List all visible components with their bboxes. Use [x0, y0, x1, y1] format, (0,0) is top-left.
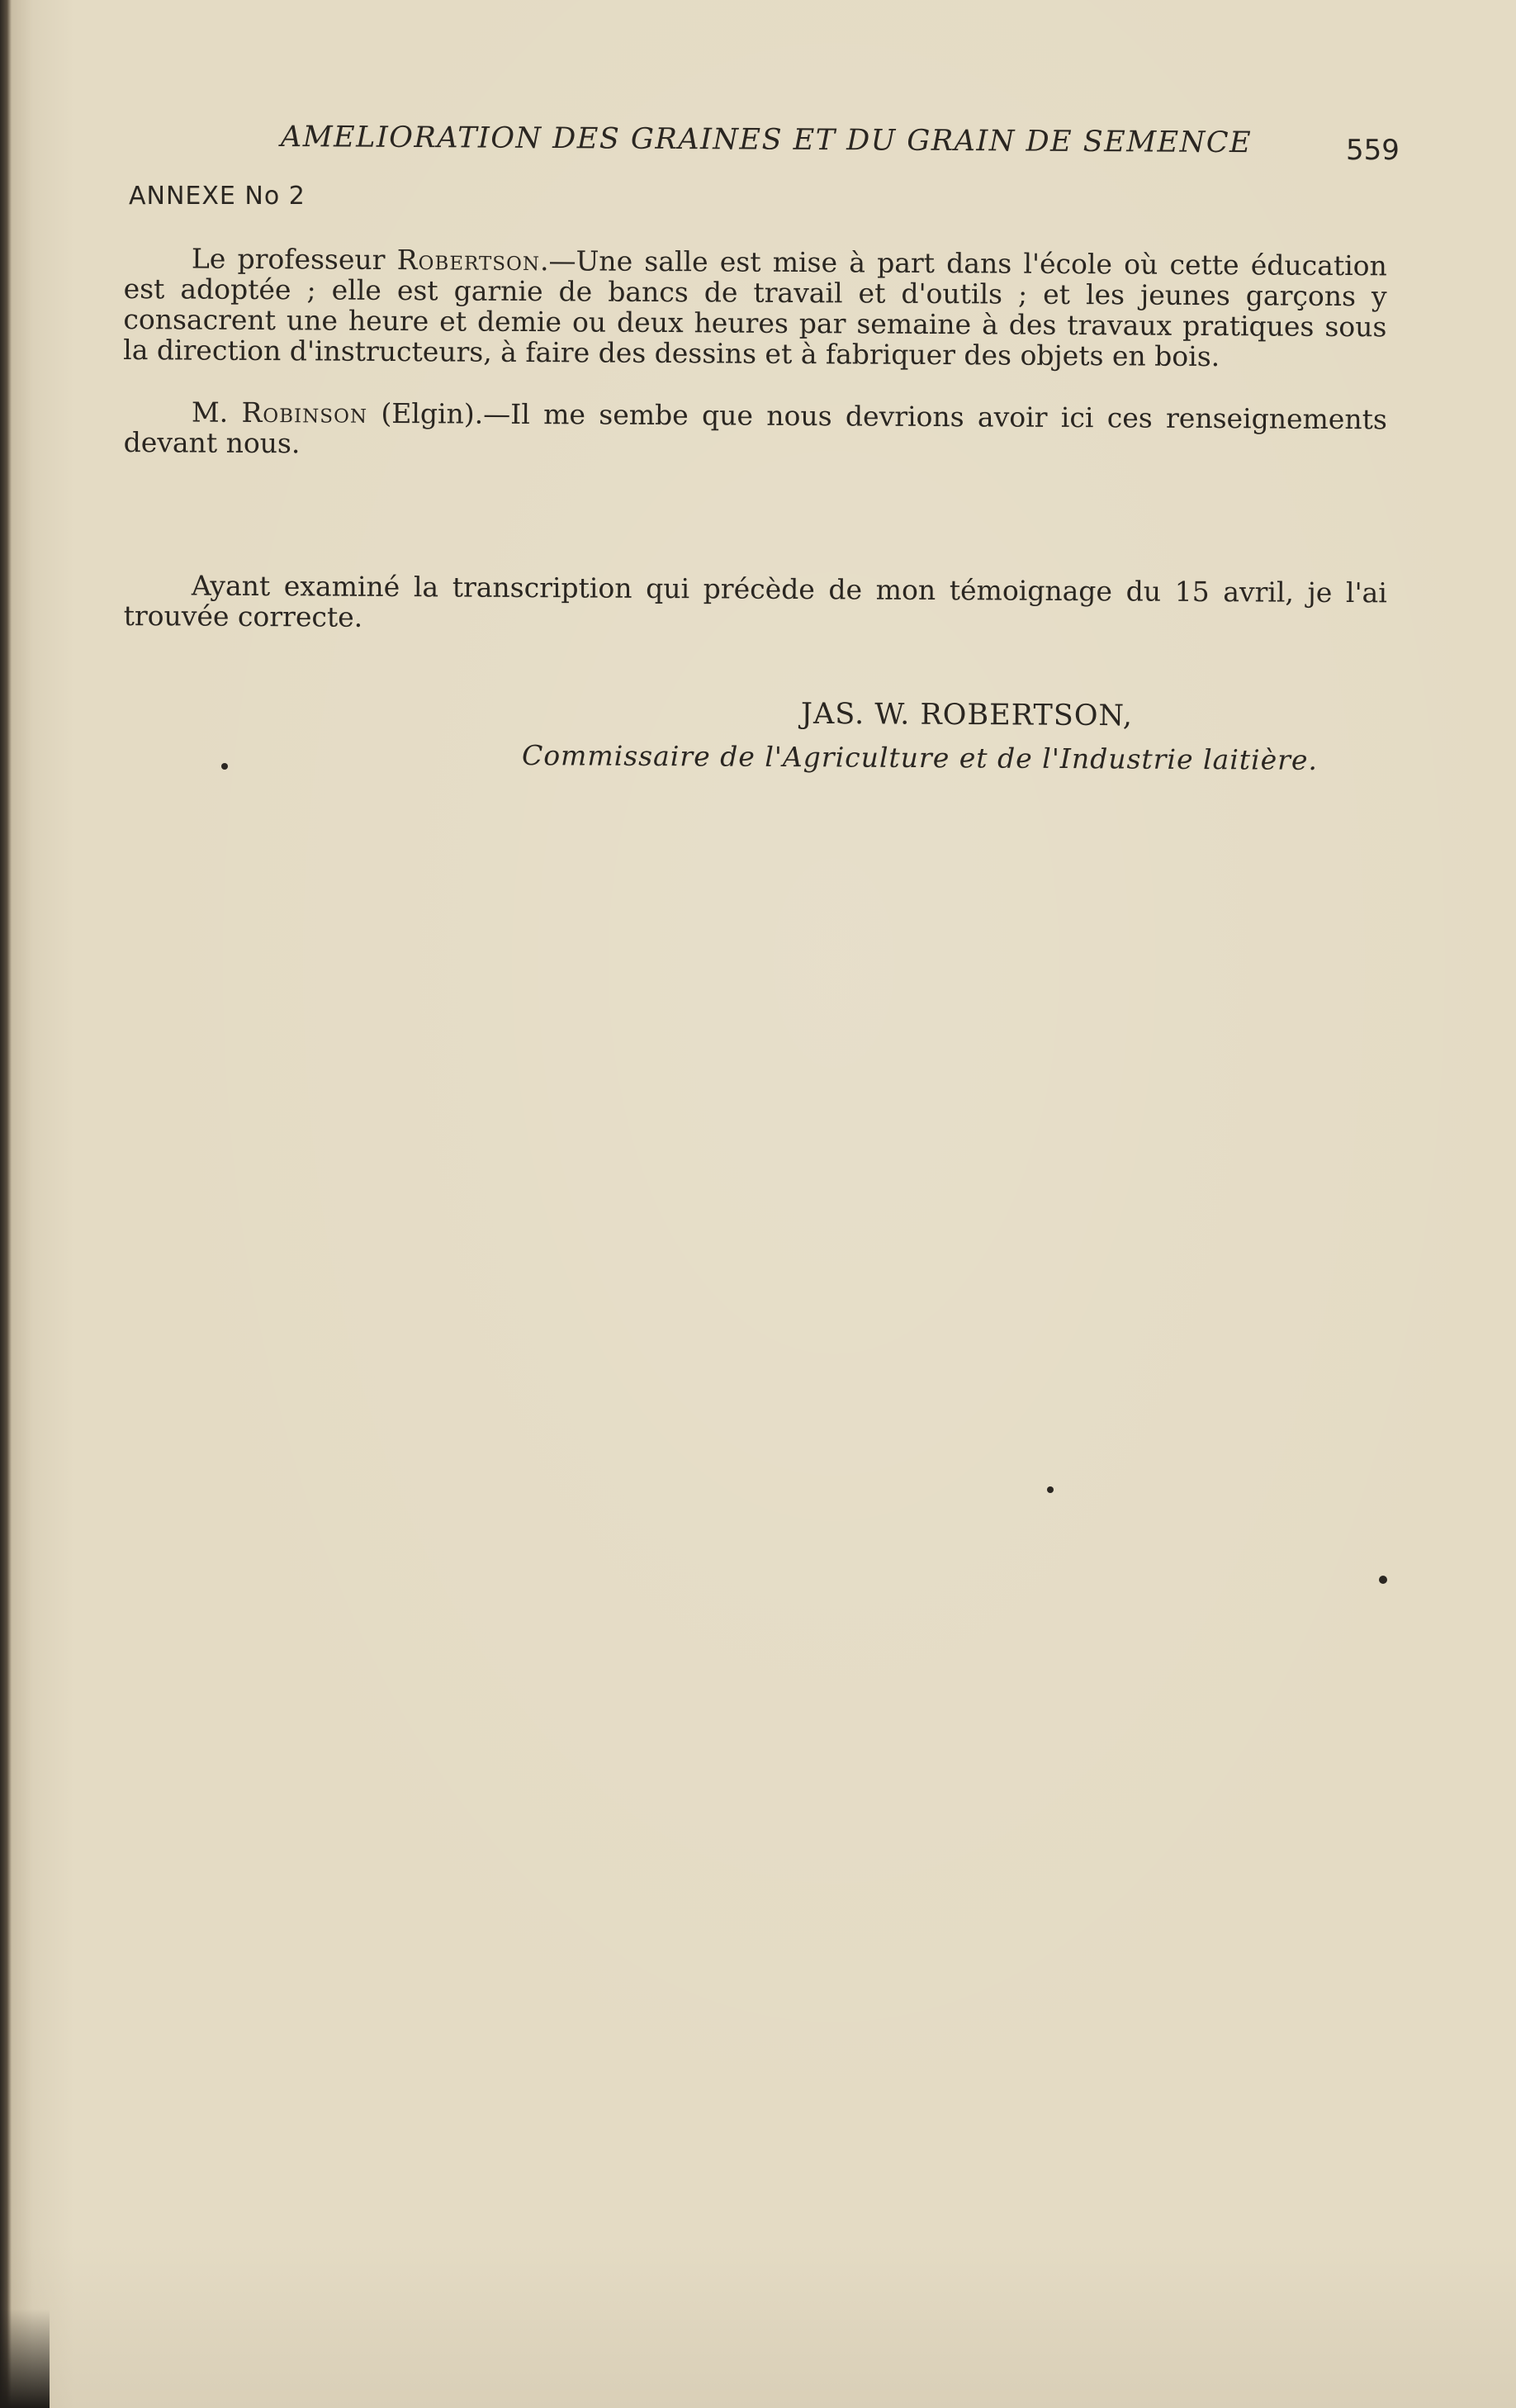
page-corner-shadow	[0, 2309, 50, 2408]
running-head: AMELIORATION DES GRAINES ET DU GRAIN DE SEMENCE	[280, 121, 1253, 160]
paragraph-text	[124, 396, 1387, 465]
speaker-prefix: M.	[191, 396, 242, 429]
signature-title: Commissaire de l'Agriculture et de l'Industrie laitière.	[521, 739, 1319, 776]
ink-speck	[221, 763, 228, 770]
speaker-name: Robertson	[396, 244, 541, 277]
paragraph-robinson	[124, 396, 1387, 465]
ink-speck	[1047, 1486, 1054, 1493]
annex-label: ANNEXE No 2	[129, 182, 306, 211]
paragraph-attestation	[124, 570, 1387, 638]
paragraph-text: Ayant examiné la transcription qui précède de mon témoignage du 15 avril, je l'ai trouvée correcte.	[123, 569, 1387, 633]
speaker-name: Robinson	[241, 396, 368, 429]
page-number: 559	[1346, 134, 1400, 167]
paragraph-body: (Elgin).—Il me sembe que nous devrions avoir ici ces renseignements devant nous.	[123, 396, 1387, 460]
paragraph-robertson	[123, 243, 1387, 372]
paragraph-text	[123, 243, 1387, 372]
page-binding-edge	[0, 0, 12, 2408]
ink-speck	[1379, 1576, 1387, 1584]
paragraph-body: .—Une salle est mise à part dans l'école où cette éducation est adoptée ; elle est garnie de bancs de travail et d'outils ; et les jeunes garçons y consacrent une heure et demie ou deux heures par semaine à des travaux pratiques sous la direction d'instructeurs, à faire des dessins et à fabriquer des objets en bois.	[123, 244, 1387, 373]
speaker-prefix: Le professeur	[191, 242, 397, 277]
signature-name: JAS. W. ROBERTSON,	[800, 697, 1134, 733]
